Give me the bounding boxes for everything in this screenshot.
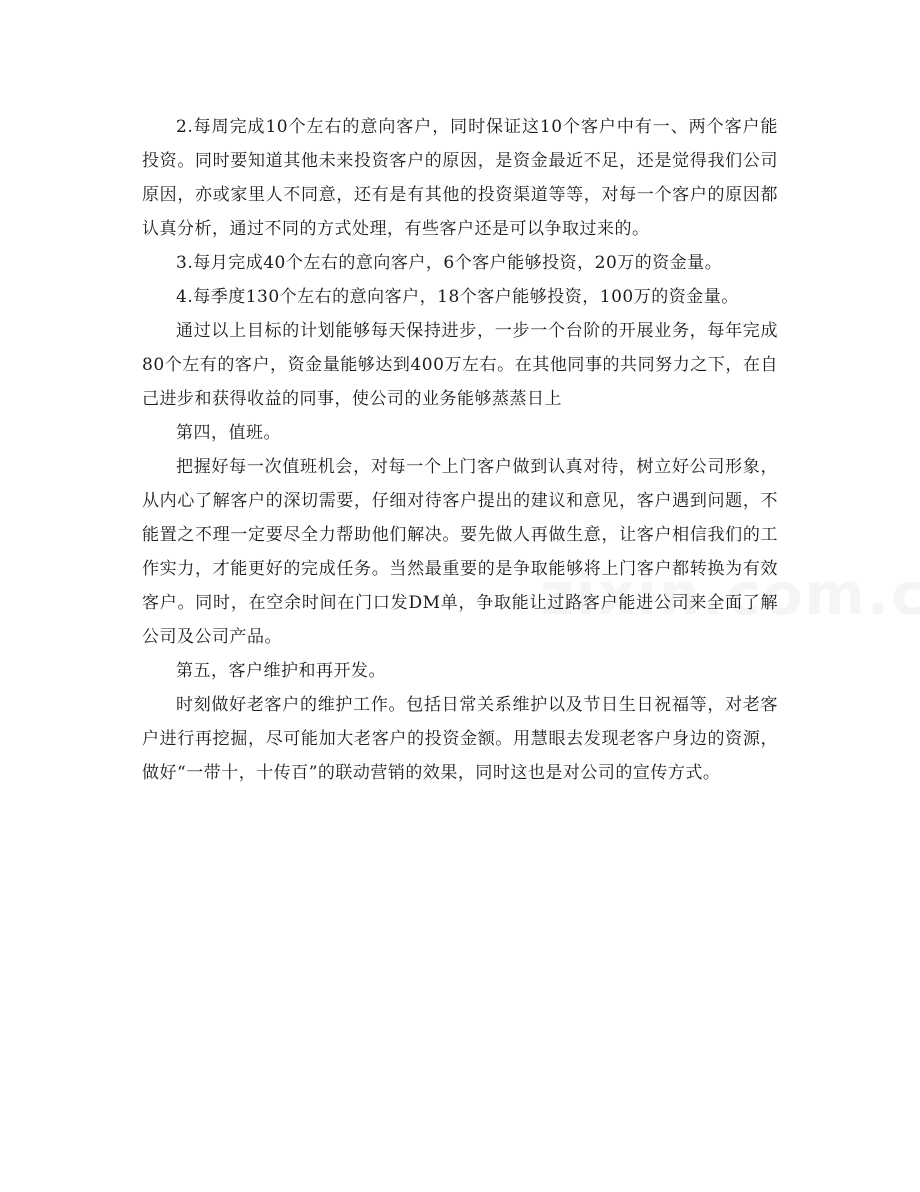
document-body — [142, 110, 778, 790]
heading-section-four: 第四，值班。 — [176, 423, 281, 443]
paragraph-weekly-goal: 2.每周完成10个左右的意向客户，同时保证这10个客户中有一、两个客户能投资。同时要知道其他未来投资客户的原因，是资金最近不足，还是觉得我们公司原因，亦或家里人不同意，还有是有其他的投资渠道等等，对每一个客户的原因都认真分析，通过不同的方式处理，有些客户还是可以争取过来的。 — [142, 117, 778, 239]
paragraph-customer-maintenance: 时刻做好老客户的维护工作。包括日常关系维护以及节日生日祝福等，对老客户进行再挖掘，尽可能加大老客户的投资金额。用慧眼去发现老客户身边的资源，做好“一带十，十传百”的联动营销的效果，同时这也是对公司的宣传方式。 — [142, 695, 778, 783]
heading-section-five: 第五，客户维护和再开发。 — [176, 661, 386, 681]
paragraph-duty: 把握好每一次值班机会，对每一个上门客户做到认真对待，树立好公司形象，从内心了解客户的深切需要，仔细对待客户提出的建议和意见，客户遇到问题，不能置之不理一定要尽全力帮助他们解决。要先做人再做生意，让客户相信我们的工作实力，才能更好的完成任务。当然最重要的是争取能够将上门客户都转换为有效客户。同时，在空余时间在门口发DM单，争取能让过路客户能进公司来全面了解公司及公司产品。 — [142, 457, 778, 647]
paragraph-monthly-goal: 3.每月完成40个左右的意向客户，6个客户能够投资，20万的资金量。 — [176, 253, 723, 273]
paragraph-annual-summary: 通过以上目标的计划能够每天保持进步，一步一个台阶的开展业务，每年完成80个左有的客户，资金量能够达到400万左右。在其他同事的共同努力之下，在自己进步和获得收益的同事，使公司的业务能够蒸蒸日上 — [142, 321, 778, 409]
paragraph-quarterly-goal: 4.每季度130个左右的意向客户，18个客户能够投资，100万的资金量。 — [176, 287, 739, 307]
